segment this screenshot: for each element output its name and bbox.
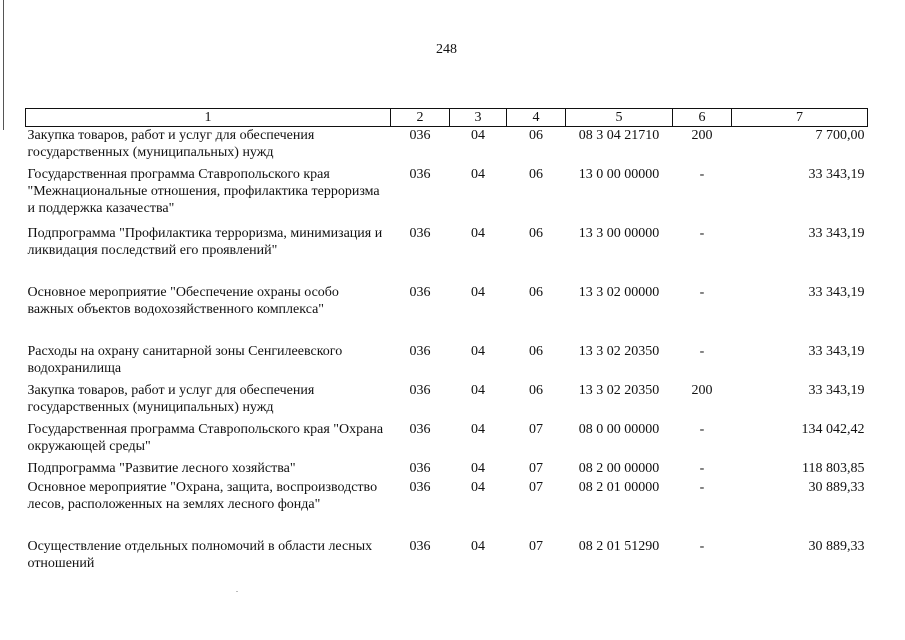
row-target-article: 08 2 01 00000 [578, 480, 660, 495]
table-row [26, 421, 868, 460]
row-target-article: 13 3 02 20350 [578, 383, 660, 398]
row-subsection: 07 [529, 480, 543, 495]
column-header-4: 4 [507, 109, 566, 127]
row-ministry-code: 036 [409, 539, 431, 554]
row-section: 04 [471, 167, 485, 182]
row-section: 04 [471, 285, 485, 300]
row-subsection: 06 [529, 226, 543, 241]
row-target-article: 08 0 00 00000 [578, 422, 660, 437]
table-row [26, 382, 868, 421]
table-row [26, 479, 868, 538]
table-row [26, 284, 868, 343]
row-amount: 118 803,85 [802, 461, 865, 476]
row-amount: 33 343,19 [808, 285, 865, 300]
row-expense-type: - [699, 344, 705, 359]
row-ministry-code: 036 [409, 167, 431, 182]
row-amount: 30 889,33 [808, 480, 865, 495]
scan-speck [236, 591, 238, 592]
row-target-article: 13 3 00 00000 [578, 226, 660, 241]
row-section: 04 [471, 480, 485, 495]
row-amount: 33 343,19 [808, 167, 865, 182]
row-name: Осуществление отдельных полномочий в области лесных отношений [27, 539, 373, 571]
table-row [26, 127, 868, 167]
row-name: Закупка товаров, работ и услуг для обеспечения государственных (муниципальных) нужд [27, 383, 315, 415]
row-ministry-code: 036 [409, 226, 431, 241]
row-amount: 134 042,42 [801, 422, 865, 437]
page-number: 248 [436, 42, 457, 57]
row-expense-type: - [699, 480, 705, 495]
row-section: 04 [471, 539, 485, 554]
table-row [26, 225, 868, 284]
row-expense-type: - [699, 285, 705, 300]
header-row [26, 109, 868, 127]
row-target-article: 13 3 02 00000 [578, 285, 660, 300]
row-section: 04 [471, 461, 485, 476]
column-header-5: 5 [566, 109, 673, 127]
row-ministry-code: 036 [409, 480, 431, 495]
row-name: Подпрограмма "Профилактика терроризма, минимизация и ликвидация последствий его проявлений" [27, 226, 383, 258]
row-subsection: 06 [529, 383, 543, 398]
row-section: 04 [471, 128, 485, 143]
row-name: Государственная программа Ставропольского края "Охрана окружающей среды" [27, 422, 384, 454]
table-row [26, 166, 868, 225]
row-expense-type: - [699, 167, 705, 182]
budget-table-container [25, 108, 867, 577]
column-header-1: 1 [26, 109, 391, 127]
row-subsection: 06 [529, 128, 543, 143]
row-target-article: 08 2 00 00000 [578, 461, 660, 476]
column-header-2: 2 [391, 109, 450, 127]
row-name: Государственная программа Ставропольского края "Межнациональные отношения, профилактика терроризма и поддержка казачества" [27, 167, 380, 216]
row-amount: 33 343,19 [808, 383, 865, 398]
row-subsection: 06 [529, 167, 543, 182]
column-header-3: 3 [450, 109, 507, 127]
row-subsection: 06 [529, 285, 543, 300]
row-ministry-code: 036 [409, 128, 431, 143]
row-name: Основное мероприятие "Охрана, защита, воспроизводство лесов, расположенных на землях лесного фонда" [27, 480, 378, 512]
row-expense-type: - [699, 226, 705, 241]
row-name: Основное мероприятие "Обеспечение охраны особо важных объектов водохозяйственного комплекса" [27, 285, 339, 317]
row-subsection: 06 [529, 344, 543, 359]
budget-table [25, 108, 868, 577]
row-section: 04 [471, 226, 485, 241]
row-expense-type: 200 [691, 383, 713, 398]
row-ministry-code: 036 [409, 285, 431, 300]
row-target-article: 13 3 02 20350 [578, 344, 660, 359]
row-ministry-code: 036 [409, 461, 431, 476]
row-subsection: 07 [529, 539, 543, 554]
row-subsection: 07 [529, 422, 543, 437]
row-section: 04 [471, 422, 485, 437]
row-subsection: 07 [529, 461, 543, 476]
row-ministry-code: 036 [409, 383, 431, 398]
row-amount: 7 700,00 [815, 128, 865, 143]
row-section: 04 [471, 383, 485, 398]
table-row [26, 343, 868, 382]
row-expense-type: - [699, 461, 705, 476]
row-name: Подпрограмма "Развитие лесного хозяйства" [27, 461, 296, 476]
table-row [26, 460, 868, 479]
row-expense-type: - [699, 422, 705, 437]
margin-line [3, 0, 4, 130]
row-ministry-code: 036 [409, 422, 431, 437]
row-target-article: 13 0 00 00000 [578, 167, 660, 182]
row-expense-type: 200 [691, 128, 713, 143]
row-section: 04 [471, 344, 485, 359]
row-amount: 33 343,19 [808, 344, 865, 359]
row-target-article: 08 3 04 21710 [578, 128, 660, 143]
table-row [26, 538, 868, 577]
row-ministry-code: 036 [409, 344, 431, 359]
row-amount: 30 889,33 [808, 539, 865, 554]
row-target-article: 08 2 01 51290 [578, 539, 660, 554]
column-header-7: 7 [732, 109, 868, 127]
row-amount: 33 343,19 [808, 226, 865, 241]
column-header-6: 6 [673, 109, 732, 127]
row-name: Расходы на охрану санитарной зоны Сенгилеевского водохранилища [27, 344, 343, 376]
row-expense-type: - [699, 539, 705, 554]
row-name: Закупка товаров, работ и услуг для обеспечения государственных (муниципальных) нужд [27, 128, 315, 160]
